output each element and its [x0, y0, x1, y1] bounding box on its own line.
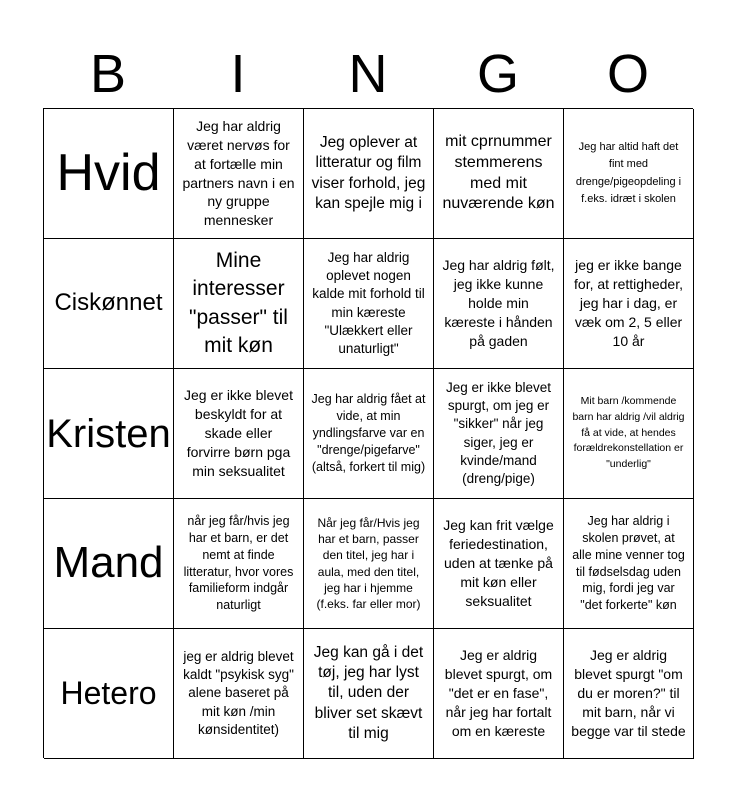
bingo-cell[interactable]: Jeg er ikke blevet beskyldt for at skade eller forvirre børn pga min seksualitet: [174, 369, 304, 499]
bingo-cell[interactable]: Jeg er aldrig blevet spurgt, om "det er en fase", når jeg har fortalt om en kæreste: [434, 629, 564, 759]
bingo-cell[interactable]: Jeg har aldrig været nervøs for at fortælle min partners navn i en ny gruppe mennesker: [174, 109, 304, 239]
bingo-cell[interactable]: Jeg har altid haft det fint med drenge/pigeopdeling i f.eks. idræt i skolen: [564, 109, 694, 239]
row-label-cell[interactable]: Hetero: [44, 629, 174, 759]
bingo-cell[interactable]: Jeg er ikke blevet spurgt, om jeg er "sikker" når jeg siger, jeg er kvinde/mand (dreng/pige): [434, 369, 564, 499]
bingo-cell[interactable]: Jeg har aldrig i skolen prøvet, at alle mine venner tog til fødselsdag uden mig, fordi jeg var "det forkerte" køn: [564, 499, 694, 629]
bingo-cell[interactable]: Jeg har aldrig fået at vide, at min yndlingsfarve var en "drenge/pigefarve" (altså, forkert til mig): [304, 369, 434, 499]
bingo-grid: [43, 108, 693, 758]
row-label-cell[interactable]: Hvid: [44, 109, 174, 239]
bingo-header: [43, 40, 693, 108]
header-letter-b: B: [89, 44, 127, 104]
bingo-cell[interactable]: Mine interesser "passer" til mit køn: [174, 239, 304, 369]
bingo-cell[interactable]: Jeg oplever at litteratur og film viser forhold, jeg kan spejle mig i: [304, 109, 434, 239]
bingo-cell[interactable]: Jeg kan gå i det tøj, jeg har lyst til, uden der bliver set skævt til mig: [304, 629, 434, 759]
bingo-cell[interactable]: når jeg får/hvis jeg har et barn, er det nemt at finde litteratur, hvor vores familieform indgår naturligt: [174, 499, 304, 629]
header-letter-o: O: [606, 44, 649, 104]
header-letter-i: I: [230, 44, 246, 104]
row-label-cell[interactable]: Ciskønnet: [44, 239, 174, 369]
bingo-cell[interactable]: Når jeg får/Hvis jeg har et barn, passer den titel, jeg har i aula, med den titel, jeg har i hjemme (f.eks. far eller mor): [304, 499, 434, 629]
bingo-cell[interactable]: Mit barn /kommende barn har aldrig /vil aldrig få at vide, at hendes forældrekonstellation er "underlig": [564, 369, 694, 499]
row-label-cell[interactable]: Mand: [44, 499, 174, 629]
bingo-cell[interactable]: jeg er aldrig blevet kaldt "psykisk syg" alene baseret på mit køn /min kønsidentitet): [174, 629, 304, 759]
header-letter-n: N: [348, 44, 388, 104]
bingo-cell[interactable]: mit cprnummer stemmerens med mit nuværende køn: [434, 109, 564, 239]
bingo-cell[interactable]: Jeg har aldrig følt, jeg ikke kunne holde min kæreste i hånden på gaden: [434, 239, 564, 369]
header-letter-g: G: [476, 44, 519, 104]
bingo-cell[interactable]: Jeg er aldrig blevet spurgt "om du er moren?" til mit barn, når vi begge var til stede: [564, 629, 694, 759]
bingo-cell[interactable]: Jeg har aldrig oplevet nogen kalde mit forhold til min kæreste "Ulækkert eller unaturligt": [304, 239, 434, 369]
bingo-cell[interactable]: jeg er ikke bange for, at rettigheder, jeg har i dag, er væk om 2, 5 eller 10 år: [564, 239, 694, 369]
row-label-cell[interactable]: Kristen: [44, 369, 174, 499]
bingo-cell[interactable]: Jeg kan frit vælge feriedestination, uden at tænke på mit køn eller seksualitet: [434, 499, 564, 629]
